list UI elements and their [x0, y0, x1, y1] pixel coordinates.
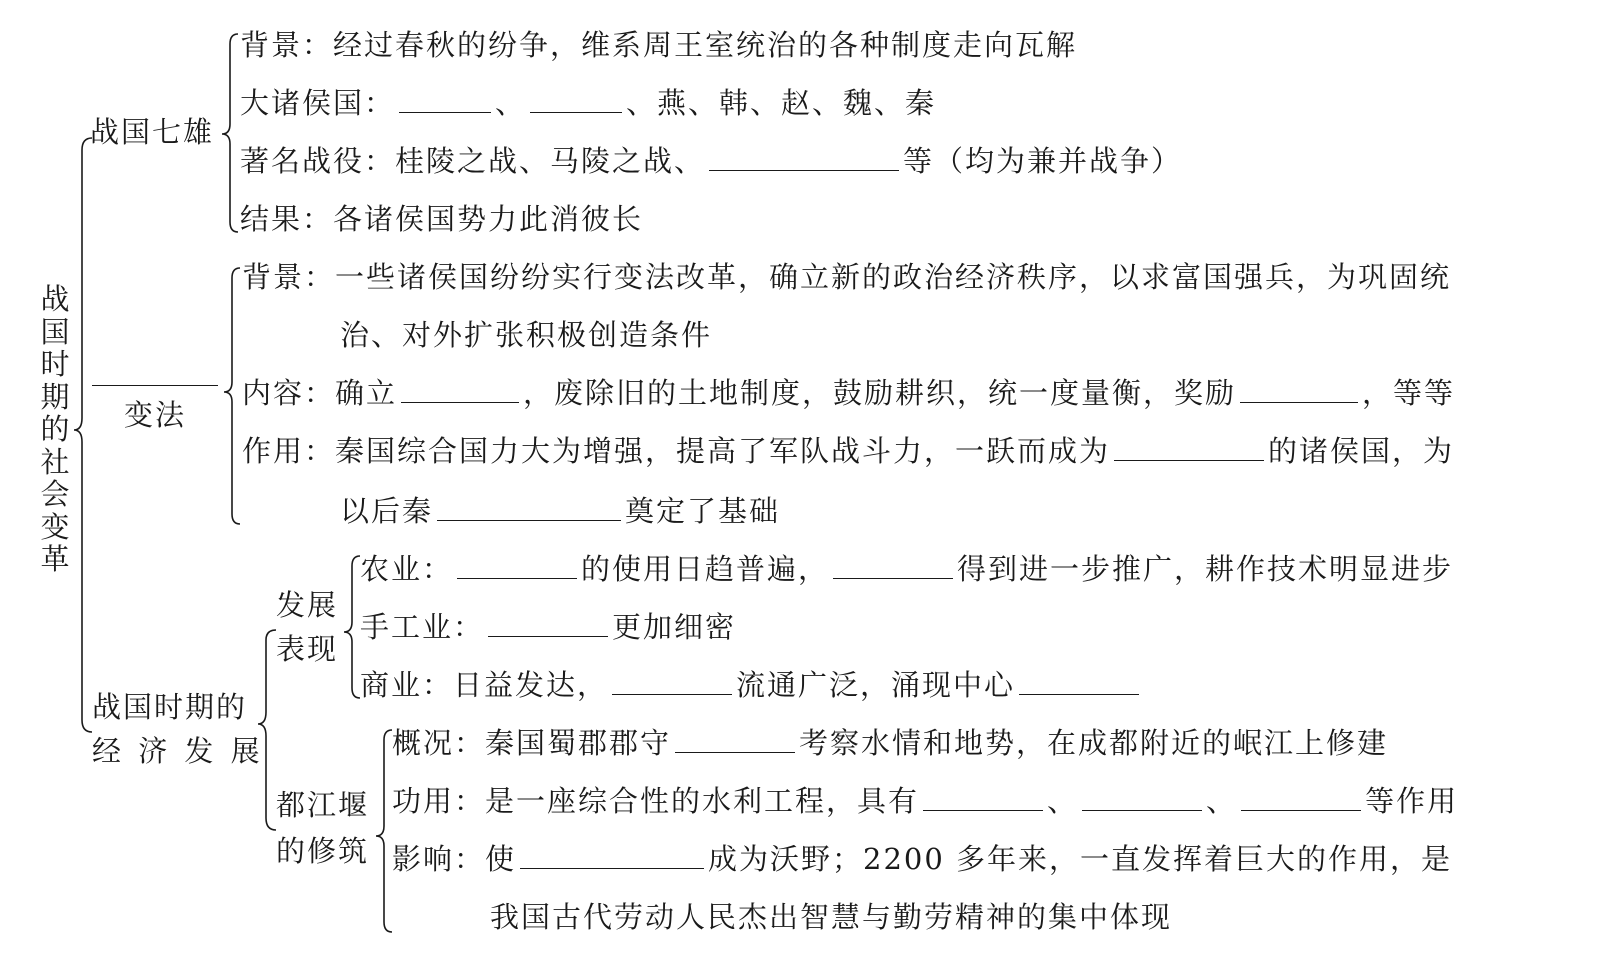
- dev-craft-row: [360, 610, 736, 644]
- seven-battles-text: 桂陵之战、马陵之战、: [395, 144, 706, 178]
- blank-iron-tools[interactable]: [457, 554, 577, 579]
- dujiang-overview-a: 秦国蜀郡郡守: [485, 726, 672, 760]
- seven-bg-label: 背景：: [240, 28, 334, 62]
- dujiang-overview-b: 考察水情和地势，在成都附近的岷江上修建: [799, 726, 1389, 760]
- dujiang-label-2: 的修筑: [276, 834, 370, 868]
- reform-label: 变法: [124, 398, 187, 432]
- dujiang-function-row: [392, 784, 1458, 818]
- reform-effect-line2-a: 以后秦: [340, 494, 434, 528]
- blank-currency[interactable]: [612, 670, 732, 695]
- dujiang-label-1: 都江堰: [276, 788, 370, 822]
- dev-label-2: 表现: [276, 632, 339, 666]
- dujiang-function-b: 等作用: [1365, 784, 1459, 818]
- reform-content-label: 内容：: [242, 376, 336, 410]
- dujiang-impact-label: 影响：: [392, 842, 486, 876]
- blank-strongest[interactable]: [1114, 436, 1264, 461]
- blank-division-of-labor[interactable]: [488, 612, 608, 637]
- dujiang-impact-row: [392, 842, 1452, 876]
- blank-function-2[interactable]: [1082, 786, 1202, 811]
- dujiang-overview-row: [392, 726, 1388, 760]
- dujiang-overview-label: 概况：: [392, 726, 486, 760]
- seven-label: 战国七雄: [90, 115, 215, 149]
- reform-connector-line: [92, 385, 218, 386]
- dujiang-brace: [376, 730, 392, 932]
- blank-state-1[interactable]: [399, 88, 491, 113]
- dev-agri-a: 的使用日趋普遍，: [581, 552, 830, 586]
- blank-li-bing[interactable]: [675, 728, 795, 753]
- dujiang-impact-row-2: [490, 900, 1172, 934]
- dujiang-function-sep1: 、: [1047, 784, 1079, 818]
- blank-function-3[interactable]: [1241, 786, 1361, 811]
- dujiang-function-a: 是一座综合性的水利工程，具有: [485, 784, 920, 818]
- dev-agri-b: 得到进一步推广，耕作技术明显进步: [957, 552, 1454, 586]
- reform-effect-row-2: [340, 494, 780, 528]
- reform-brace: [224, 268, 240, 524]
- dev-brace: [344, 556, 360, 698]
- blank-reward[interactable]: [1240, 378, 1358, 403]
- seven-states-rest: 、燕、韩、赵、魏、秦: [626, 86, 937, 120]
- dujiang-function-label: 功用：: [392, 784, 486, 818]
- seven-battles-label: 著名战役：: [240, 144, 396, 178]
- reform-content-b: ，废除旧的土地制度，鼓励耕织，统一度量衡，奖励: [523, 376, 1237, 410]
- economy-label-2: 经 济 发 展: [92, 734, 264, 768]
- reform-bg-line2: 治、对外扩张积极创造条件: [340, 318, 713, 352]
- dev-trade-row: [360, 668, 1143, 702]
- seven-brace: [222, 34, 238, 232]
- blank-unification[interactable]: [437, 496, 621, 521]
- seven-states-row: [240, 86, 936, 120]
- dev-agri-row: [360, 552, 1453, 586]
- reform-effect-a: 秦国综合国力大为增强，提高了军队战斗力，一跃而成为: [335, 434, 1111, 468]
- root-brace: [74, 138, 92, 732]
- reform-bg-row-2: [340, 318, 712, 352]
- economy-brace: [258, 630, 276, 830]
- dev-label-1: 发展: [276, 588, 339, 622]
- reform-bg-line1: 一些诸侯国纷纷实行变法改革，确立新的政治经济秩序，以求富国强兵，为巩固统: [335, 260, 1452, 294]
- seven-battles-row: [240, 144, 1182, 178]
- reform-content-row: [242, 376, 1455, 410]
- reform-content-c: ，等等: [1362, 376, 1456, 410]
- dev-craft-a: 更加细密: [612, 610, 737, 644]
- dev-agri-label: 农业：: [360, 552, 454, 586]
- reform-effect-row: [242, 434, 1454, 468]
- dujiang-impact-b: 成为沃野；2200 多年来，一直发挥着巨大的作用，是: [708, 842, 1453, 876]
- root-title: 战国时期的社会变革: [40, 282, 70, 576]
- dev-trade-label: 商业：: [360, 668, 454, 702]
- blank-battle[interactable]: [709, 146, 899, 171]
- dev-trade-b: 流通广泛，涌现中心: [736, 668, 1016, 702]
- blank-trade-center[interactable]: [1019, 670, 1139, 695]
- reform-effect-label: 作用：: [242, 434, 336, 468]
- dujiang-impact-line2: 我国古代劳动人民杰出智慧与勤劳精神的集中体现: [490, 900, 1173, 934]
- dev-trade-a: 日益发达，: [453, 668, 609, 702]
- dujiang-impact-a: 使: [485, 842, 517, 876]
- seven-battles-tail: 等（均为兼并战争）: [903, 144, 1183, 178]
- reform-bg-row: [242, 260, 1451, 294]
- seven-states-sep: 、: [495, 86, 527, 120]
- blank-state-2[interactable]: [530, 88, 622, 113]
- dujiang-function-sep2: 、: [1206, 784, 1238, 818]
- blank-chengdu-plain[interactable]: [520, 844, 704, 869]
- reform-content-a: 确立: [335, 376, 398, 410]
- dev-craft-label: 手工业：: [360, 610, 485, 644]
- blank-function-1[interactable]: [923, 786, 1043, 811]
- seven-result-label: 结果：: [240, 202, 334, 236]
- seven-result-text: 各诸侯国势力此消彼长: [333, 202, 644, 236]
- seven-result-row: [240, 202, 643, 236]
- economy-label-1: 战国时期的: [92, 690, 248, 724]
- reform-effect-line2-b: 奠定了基础: [625, 494, 781, 528]
- reform-bg-label: 背景：: [242, 260, 336, 294]
- seven-background-row: [240, 28, 1077, 62]
- seven-bg-text: 经过春秋的纷争，维系周王室统治的各种制度走向瓦解: [333, 28, 1078, 62]
- blank-land-system[interactable]: [401, 378, 519, 403]
- blank-ox-plough[interactable]: [833, 554, 953, 579]
- reform-effect-b: 的诸侯国，为: [1268, 434, 1455, 468]
- seven-states-label: 大诸侯国：: [240, 86, 396, 120]
